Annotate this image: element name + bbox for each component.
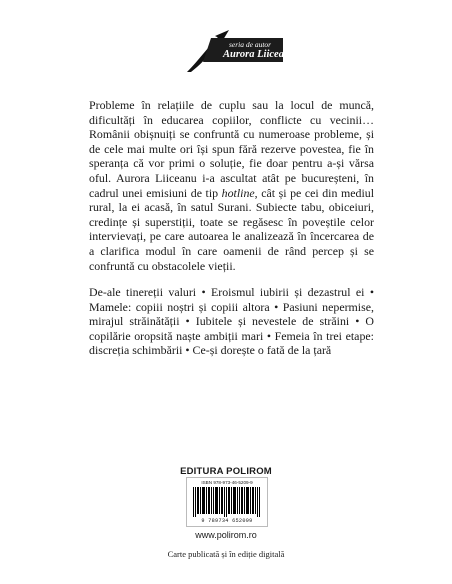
series-logo	[185, 30, 296, 74]
publisher-website: www.polirom.ro	[195, 530, 257, 540]
barcode-icon	[193, 487, 261, 517]
barcode-digits: 9 789734 652099	[201, 518, 253, 524]
blurb-text-part1: Probleme în relațiile de cuplu sau la locul de muncă, dificultăți în educarea copiilor, conflicte cu vecinii… Românii obișnuiți se confruntă cu numeroase probleme, și de cele mai multe ori își spun fără rezerve povestea, fie în speranța că vor primi o soluție, fie doar pentru a-și vărsa oful. Aurora Liiceanu i-a ascultat atât pe bucureșteni, în cadrul unei emisiuni de tip	[89, 98, 374, 200]
isbn-number: ISBN 978-973-46-5209-9	[201, 480, 253, 485]
stories-list: De-ale tinereții valuri • Eroismul iubirii și dezastrul ei • Mamele: copiii noștri și copiii altora • Pasiuni nepermise, mirajul străinătății • Iubitele și nevestele de străini • O copilărie oropsită naște ambiții mari • Femeia în trei etape: discreția schimbării • Ce-și dorește o fată de la țară	[89, 285, 374, 358]
series-author: Aurora Liiceanu	[223, 49, 296, 60]
publisher-name: EDITURA POLIROM	[180, 466, 272, 477]
digital-edition-note: Carte publicată și în ediție digitală	[167, 549, 285, 559]
blurb-emphasis: hotline	[221, 185, 255, 200]
blurb-text-part2: , cât și pe cei din mediul rural, la ei acasă, în satul Surani. Subiecte tabu, obiceiuri, credințe și superstiții, toate se regăsesc în poveștile celor intervievați, pe care autoarea le analizează în încercarea de a clarifica modul în care oamenii de rând percep și se confruntă cu obstacolele vieții.	[89, 185, 374, 273]
series-label: seria de autor	[229, 40, 272, 49]
back-cover-blurb	[89, 98, 374, 273]
isbn-barcode-box	[186, 477, 268, 527]
